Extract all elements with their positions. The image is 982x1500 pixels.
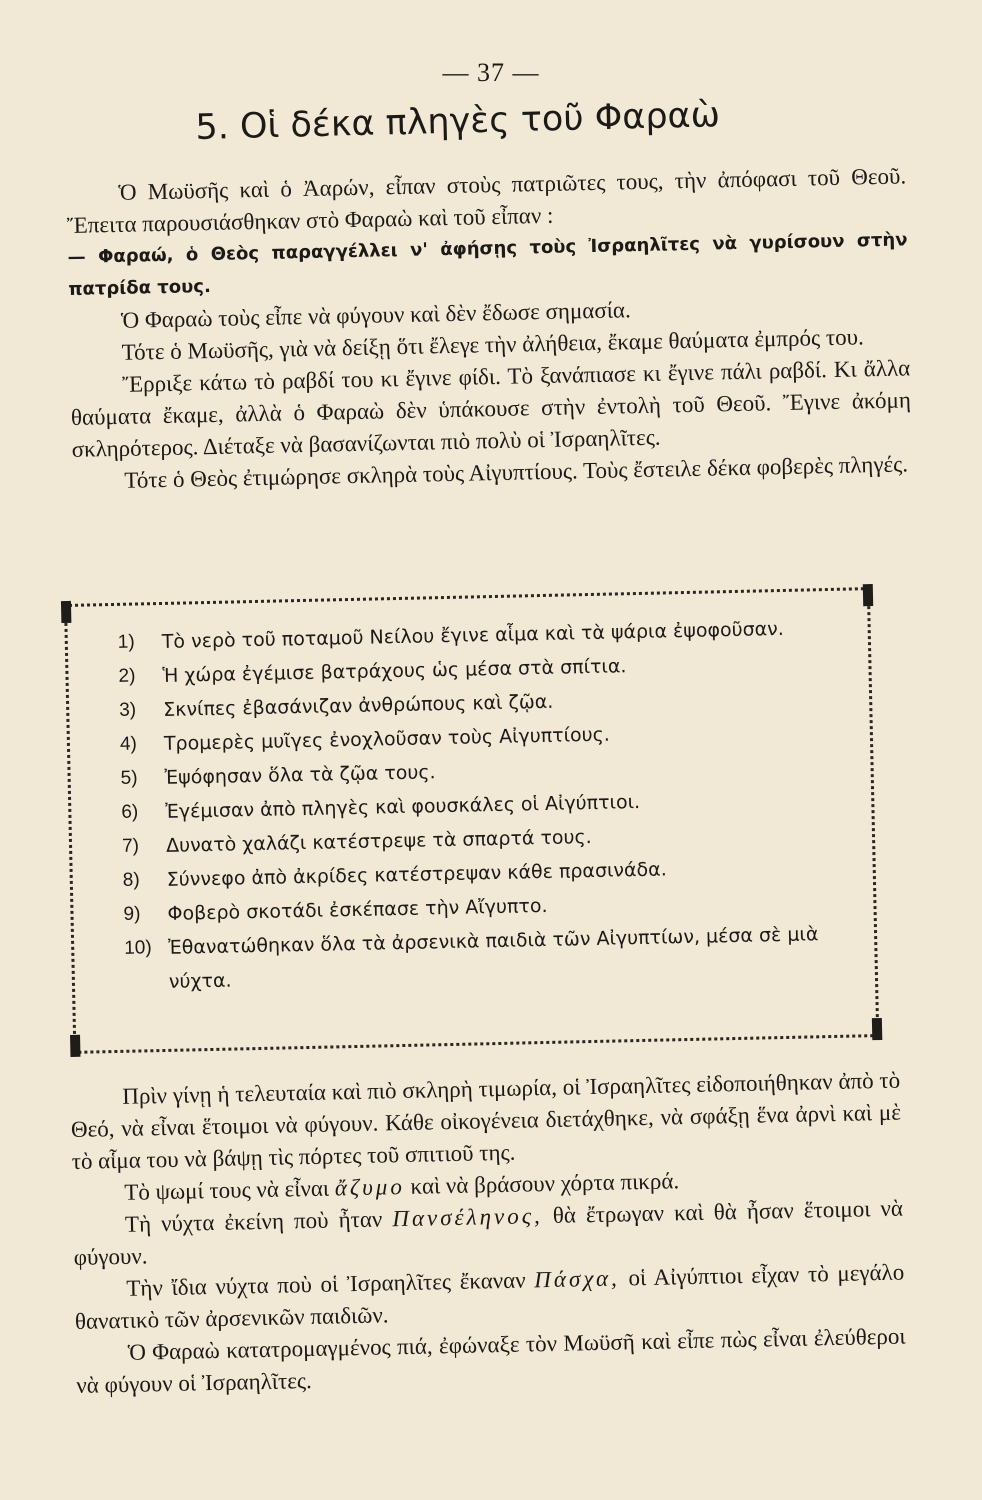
box-corner-ornament <box>872 1018 882 1040</box>
plague-text: Ἡ χώρα ἐγέμισε βατράχους ὡς μέσα στὰ σπίτια. <box>162 655 627 687</box>
plague-number: 3) <box>119 699 137 721</box>
intro-paragraph: Ἔρριξε κάτω τὸ ραβδί του κι ἔγινε φίδι. Τὸ ξανάπιασε κι ἔγινε πάλι ραβδί. Κι ἄλλα θαύματα ἔκαμε, ἀλλὰ ὁ Φαραὼ δὲν ὑπάκουσε στὴν ἐντολὴ τοῦ Θεοῦ. Ἔγινε ἀκόμη σκληρότερος. Διέταξε νὰ βασανίζωνται πιὸ πολὺ οἱ Ἰσραηλῖτες. <box>70 355 912 462</box>
text-span: καὶ νὰ βράσουν χόρτα πικρά. <box>410 1168 680 1199</box>
intro-dialogue: — Φαραώ, ὁ Θεὸς παραγγέλλει ν' ἀφήσῃς τοὺς Ἰσραηλῖτες νὰ γυρίσουν στὴν πατρίδα τους. <box>67 229 908 300</box>
intro-paragraph: Ὁ Μωϋσῆς καὶ ὁ Ἀαρών, εἶπαν στοὺς πατριῶτες τους, τὴν ἀπόφασι τοῦ Θεοῦ. Ἔπειτα παρουσιάσθηκαν στὸ Φαραὼ καὶ τοῦ εἶπαν : <box>66 163 907 238</box>
text-span: Τὸ ψωμί τους νὰ εἶναι <box>124 1175 330 1205</box>
plague-number: 2) <box>118 665 136 687</box>
plague-item <box>124 917 855 1000</box>
plague-text: Ἐθανατώθηκαν ὅλα τὰ ἀρσενικὰ παιδιὰ τῶν Αἰγυπτίων, μέσα σὲ μιὰ νύχτα. <box>167 923 819 993</box>
box-corner-ornament <box>70 1035 80 1057</box>
intro-text <box>66 160 913 498</box>
plague-number: 8) <box>122 869 140 891</box>
plague-text: Σύννεφο ἀπὸ ἀκρίδες κατέστρεψαν κάθε πρασινάδα. <box>166 858 667 891</box>
outro-text <box>70 1065 907 1402</box>
plagues-box <box>64 587 879 1054</box>
outro-paragraph: Ὁ Φαραὼ κατατρομαγμένος πιά, ἐφώναξε τὸν Μωϋσῆ καὶ εἶπε πὼς εἶναι ἐλεύθεροι νὰ φύγουν οἱ Ἰσραηλῖτες. <box>76 1323 906 1398</box>
plague-number: 6) <box>121 801 139 823</box>
plague-number: 4) <box>119 733 138 755</box>
plague-number: 5) <box>120 767 138 789</box>
emphasis-text: Πανσέληνος, <box>392 1203 544 1232</box>
plague-text: Τρομερὲς μυῖγες ἐνοχλοῦσαν τοὺς Αἰγυπτίους. <box>163 723 611 755</box>
plague-number: 7) <box>121 835 140 857</box>
intro-paragraph: Τότε ὁ Θεὸς ἐτιμώρησε σκληρὰ τοὺς Αἰγυπτίους. Τοὺς ἔστειλε δέκα φοβερὲς πληγές. <box>124 451 909 493</box>
text-span: Τὴ νύχτα ἐκείνη ποὺ ἦταν <box>124 1206 383 1237</box>
plague-number: 9) <box>123 903 141 925</box>
chapter-title: 5. Οἱ δέκα πληγὲς τοῦ Φαραὼ <box>195 95 721 148</box>
plague-text: Φοβερὸ σκοτάδι ἐσκέπασε τὴν Αἴγυπτο. <box>167 894 548 925</box>
plague-text: Ἐγέμισαν ἀπὸ πληγὲς καὶ φουσκάλες οἱ Αἰγύπτιοι. <box>165 790 641 823</box>
plague-text: Ἐψόφησαν ὅλα τὰ ζῷα τους. <box>164 761 436 789</box>
page-number: — 37 — <box>442 58 540 87</box>
emphasis-text: Πάσχα, <box>534 1265 621 1293</box>
plague-text: Δυνατὸ χαλάζι κατέστρεψε τὰ σπαρτά τους. <box>165 826 592 857</box>
plagues-list <box>117 611 855 1000</box>
plague-text: Σκνίπες ἐβασάνιζαν ἀνθρώπους καὶ ζῷα. <box>163 690 554 721</box>
box-corner-ornament <box>61 601 71 623</box>
text-span: θὰ ἔτρωγαν καὶ θὰ ἦσαν ἕτοιμοι νὰ φύγουν. <box>73 1195 904 1270</box>
intro-paragraph: Τότε ὁ Μωϋσῆς, γιὰ νὰ δείξῃ ὅτι ἔλεγε τὴν ἀλήθεια, ἔκαμε θαύματα ἐμπρός του. <box>121 324 864 365</box>
emphasis-text: ἄζυμο <box>334 1174 406 1201</box>
plague-text: Τὸ νερὸ τοῦ ποταμοῦ Νείλου ἔγινε αἷμα καὶ τὰ ψάρια ἐψοφοῦσαν. <box>161 617 785 653</box>
plague-number: 10) <box>124 937 152 959</box>
plague-number: 1) <box>117 631 135 653</box>
box-corner-ornament <box>863 584 873 606</box>
text-span: Τὴν ἴδια νύχτα ποὺ οἱ Ἰσραηλῖτες ἔκαναν <box>126 1267 526 1301</box>
text-span: οἱ Αἰγύπτιοι εἶχαν τὸ μεγάλο θανατικὸ τῶν ἀρσενικῶν παιδιῶν. <box>74 1259 905 1334</box>
intro-paragraph: Ὁ Φαραὼ τοὺς εἶπε νὰ φύγουν καὶ δὲν ἔδωσε σημασία. <box>120 297 631 333</box>
outro-paragraph: Πρὶν γίνῃ ἡ τελευταία καὶ πιὸ σκληρὴ τιμωρία, οἱ Ἰσραηλῖτες εἰδοποιήθηκαν ἀπὸ τὸ Θεό, νὰ εἶναι ἕτοιμοι νὰ φύγουν. Κάθε οἰκογένεια διετάχθηκε, νὰ σφάξῃ ἕνα ἀρνὶ καὶ μὲ τὸ αἷμα του νὰ βάψῃ τὶς πόρτες τοῦ σπιτιοῦ της. <box>70 1067 902 1174</box>
